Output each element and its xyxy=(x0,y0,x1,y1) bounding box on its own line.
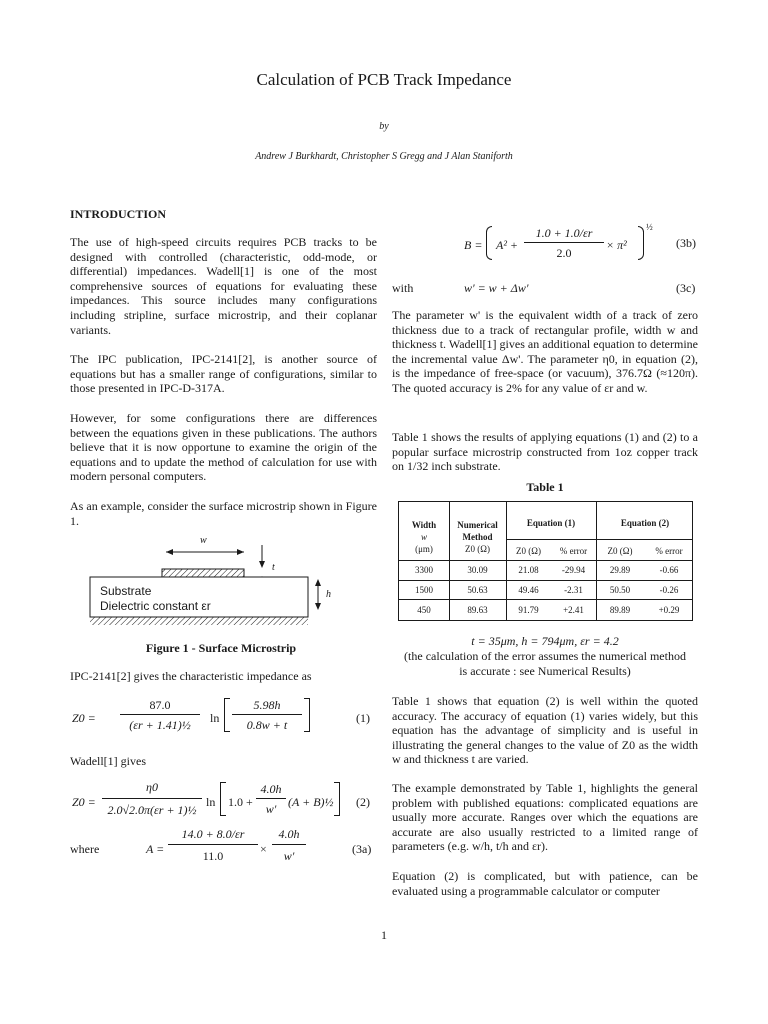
equation-3c: w' = w + Δw' xyxy=(464,281,529,295)
table-cell: 50.50 xyxy=(609,585,631,595)
where-label: where xyxy=(70,842,100,856)
table-cell: 50.63 xyxy=(467,585,488,595)
eq2-number: (2) xyxy=(356,795,370,809)
table-intro-paragraph: Table 1 shows the results of applying equations (1) and (2) to a popular surface microstrip constructed from 1oz copper track on 1/32 inch substrate. xyxy=(392,430,698,474)
ipc-intro: IPC-2141[2] gives the characteristic impedance as xyxy=(70,669,312,683)
sub-error-2: % error xyxy=(655,546,683,556)
eq3b-exponent: ½ xyxy=(646,222,653,232)
eq2-lhs: Z0 = xyxy=(72,795,96,809)
with-label: with xyxy=(392,281,414,295)
eq2-body: 1.0 + xyxy=(228,795,253,809)
sub-error-1: % error xyxy=(559,546,588,556)
eq1-denominator: (εr + 1.41)½ xyxy=(129,718,191,732)
table-title: Table 1 xyxy=(526,480,564,494)
figure-microstrip xyxy=(86,535,376,635)
eq1-ln: ln xyxy=(210,711,220,725)
eq2-header: Equation (2) xyxy=(620,518,670,528)
page-title: Calculation of PCB Track Impedance xyxy=(256,70,512,89)
eq3c-number: (3c) xyxy=(676,281,696,295)
page-number: 1 xyxy=(381,928,387,942)
eq2-frac-denominator: w' xyxy=(265,802,277,816)
results-table xyxy=(398,501,693,621)
thickness-label: t xyxy=(272,562,275,573)
results-paragraph: Table 1 shows that equation (2) is well within the quoted accuracy. The accuracy of equation (1) varies widely, but this equation has the advantage of simplicity and is useful in illustrating the general changes to the value of Z0 as the width w and thickness t are varied. xyxy=(392,694,698,767)
eq1-number: (1) xyxy=(356,711,370,725)
table-cell: 21.08 xyxy=(518,565,539,575)
substrate-label: Substrate xyxy=(100,584,152,598)
col-width-line3: (μm) xyxy=(415,544,433,554)
sub-z0-1: Z0 (Ω) xyxy=(516,546,541,556)
eq1-header: Equation (1) xyxy=(526,518,576,528)
intro-paragraph-1: The use of high-speed circuits requires PCB tracks to be designed with controlled (characteristic, odd-mode, or differential) impedances. Wadell[1] is one of the most comprehensive sources of equations for evaluating these impedances. This source includes many configurations including stripline, surface microstrip, and their coplanar variants. xyxy=(70,235,377,337)
eq1-numerator: 87.0 xyxy=(149,698,171,712)
table-cell: 91.79 xyxy=(518,605,539,615)
eq2-ln: ln xyxy=(206,795,216,809)
table-cell: +2.41 xyxy=(563,605,584,615)
col-width-line2: w xyxy=(420,532,427,542)
eq3b-tail: × π² xyxy=(606,238,627,252)
table-cell: -0.26 xyxy=(659,585,679,595)
eq1-ln-numerator: 5.98h xyxy=(253,698,281,712)
eq3b-numerator: 1.0 + 1.0/εr xyxy=(535,226,593,240)
authors: Andrew J Burkhardt, Christopher S Gregg and J Alan Staniforth xyxy=(255,151,513,162)
col-num-line3: Z0 (Ω) xyxy=(465,544,490,554)
table-cell: 89.63 xyxy=(467,605,488,615)
figure-caption: Figure 1 - Surface Microstrip xyxy=(145,641,297,655)
equation-3b xyxy=(464,222,700,274)
eq3a-num2: 4.0h xyxy=(278,827,300,841)
intro-paragraph-4: As an example, consider the surface microstrip shown in Figure 1. xyxy=(70,499,377,528)
eq3a-number: (3a) xyxy=(352,842,372,856)
eq3b-a2: A² + xyxy=(496,238,519,252)
wadell-intro: Wadell[1] gives xyxy=(70,754,147,768)
table-cell: 3300 xyxy=(415,565,433,575)
eq3a-lhs: A = xyxy=(146,842,165,856)
eq2-frac-numerator: 4.0h xyxy=(260,782,282,796)
eq2-denominator: 2.0√2.0π(εr + 1)½ xyxy=(107,803,197,817)
table-cell: 29.89 xyxy=(609,565,631,575)
intro-paragraph-3: However, for some configurations there are differences between the equations given in these publications. The authors believe that it is now opportune to examine the origin of the equations and to update the method of calculation for use with modern personal computers. xyxy=(70,411,377,484)
eq3a-den2: w' xyxy=(283,849,295,863)
sub-z0-2: Z0 (Ω) xyxy=(607,546,633,556)
table-cell: 1500 xyxy=(415,585,433,595)
eq3b-denominator: 2.0 xyxy=(556,246,572,260)
eq3a-num1: 14.0 + 8.0/εr xyxy=(181,827,245,841)
parameter-paragraph: The parameter w' is the equivalent width of a track of zero thickness due to a track of rectangular profile, width w and thickness t. Wadell[1] gives an additional equation to determine the incremental value Δw'. The parameter η0, in equation (2), is the impedance of free-space (or vacuum), 376.7Ω (≈120π). The quoted accuracy is 2% for any value of εr and w. xyxy=(392,308,698,395)
width-label: w xyxy=(200,535,207,546)
table-cell: -29.94 xyxy=(561,565,586,575)
table-cell: 450 xyxy=(417,605,431,615)
eq1-ln-denominator: 0.8w + t xyxy=(246,718,288,732)
byline: by xyxy=(379,121,389,132)
example-paragraph: The example demonstrated by Table 1, highlights the general problem with published equations: complicated equations are usually more accurate. Ranges over which the equations are accurate are also usually restricted to a limited range of parameters (e.g. w/h, t/h and εr). xyxy=(392,781,698,854)
table-cell: +0.29 xyxy=(658,605,680,615)
dielectric-label: Dielectric constant εr xyxy=(100,599,211,613)
eq3b-lhs: B = xyxy=(464,238,483,252)
equation-1 xyxy=(72,698,382,746)
eq3b-number: (3b) xyxy=(676,236,696,250)
equation-2 xyxy=(72,780,382,830)
col-num-line1: Numerical xyxy=(457,520,498,530)
table-note-1: t = 35μm, h = 794μm, εr = 4.2 xyxy=(471,634,619,648)
table-cell: 89.89 xyxy=(609,605,631,615)
table-cell: -0.66 xyxy=(659,565,679,575)
table-cell: -2.31 xyxy=(564,585,583,595)
eq2-tail: (A + B)½ xyxy=(288,795,334,809)
closing-paragraph: Equation (2) is complicated, but with patience, can be evaluated using a programmable calculator or computer xyxy=(392,869,698,898)
equation-3a xyxy=(146,825,382,875)
col-num-line2: Method xyxy=(462,532,493,542)
height-label: h xyxy=(326,589,331,600)
col-width-line1: Width xyxy=(411,520,437,530)
eq3a-den1: 11.0 xyxy=(202,849,224,863)
eq2-numerator: η0 xyxy=(146,780,158,794)
table-cell: 49.46 xyxy=(518,585,539,595)
eq3a-times: × xyxy=(260,842,267,856)
intro-paragraph-2: The IPC publication, IPC-2141[2], is another source of equations but has a smaller range of configurations, similar to those presented in IPC-D-317A. xyxy=(70,352,377,396)
section-heading: INTRODUCTION xyxy=(70,207,167,221)
table-cell: 30.09 xyxy=(467,565,488,575)
eq1-lhs: Z0 = xyxy=(72,711,96,725)
table-note-2: (the calculation of the error assumes the numerical method xyxy=(404,649,686,663)
table-note-3: is accurate : see Numerical Results) xyxy=(459,664,631,678)
